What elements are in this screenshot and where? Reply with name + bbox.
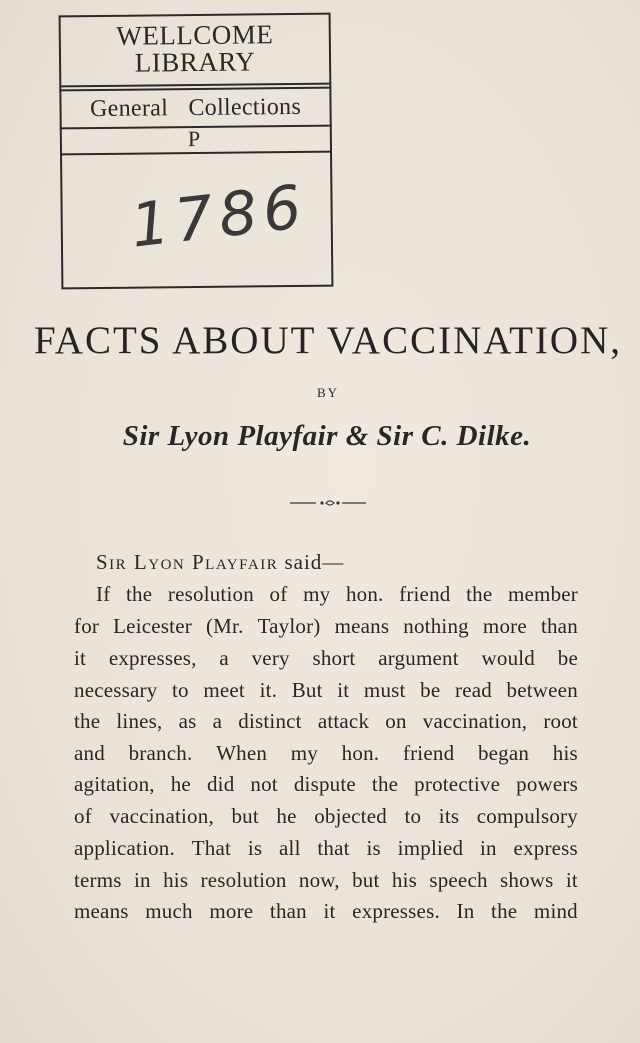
- body-line: it expresses, a very short argument would be: [74, 646, 578, 670]
- body-line: of vaccination, but he objected to its compulsory: [74, 804, 578, 828]
- stamp-library-line1: WELLCOME: [116, 19, 274, 51]
- stamp-collection: General Collections: [59, 87, 331, 130]
- body-line: the lines, as a distinct attack on vaccination, root: [74, 709, 578, 733]
- page-title: FACTS ABOUT VACCINATION,: [34, 319, 622, 362]
- body-line: If the resolution of my hon. friend the member: [96, 582, 578, 606]
- speaker-verb: said—: [284, 550, 345, 574]
- body-line: application. That is all that is implied in express: [74, 836, 578, 860]
- speaker-name: Sir Lyon Playfair: [96, 550, 279, 574]
- authors-line: Sir Lyon Playfair & Sir C. Dilke.: [122, 420, 532, 452]
- stamp-library-name: [59, 13, 332, 88]
- body-line: agitation, he did not dispute the protective powers: [74, 772, 578, 796]
- stamp-class-mark: P: [60, 125, 332, 156]
- body-line: means much more than it expresses. In the mind: [74, 899, 578, 923]
- stamp-handwritten-number: 1786: [127, 171, 311, 262]
- body-line: necessary to meet it. But it must be read between: [74, 678, 578, 702]
- body-line: and branch. When my hon. friend began his: [74, 741, 578, 765]
- by-line: BY: [316, 385, 340, 400]
- ornament-divider-icon: [288, 497, 368, 509]
- speaker-line: [96, 550, 344, 575]
- library-stamp: [59, 13, 334, 290]
- body-line: terms in his resolution now, but his speech shows it: [74, 868, 578, 892]
- stamp-library-line2: LIBRARY: [134, 46, 256, 78]
- body-line: for Leicester (Mr. Taylor) means nothing more than: [74, 614, 578, 638]
